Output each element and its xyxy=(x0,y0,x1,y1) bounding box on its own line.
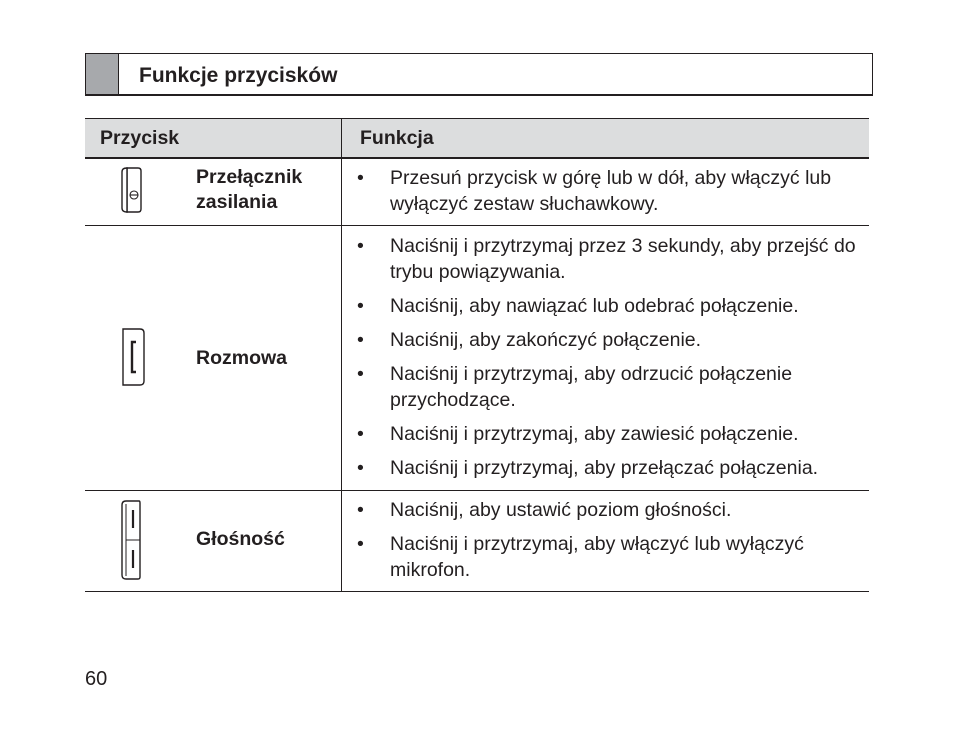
function-list xyxy=(342,165,869,217)
power-switch-icon xyxy=(121,167,143,213)
function-item: • Naciśnij, aby zakończyć połączenie. xyxy=(342,327,869,353)
table-row xyxy=(85,226,869,491)
column-header-function: Funkcja xyxy=(342,119,870,159)
section-header xyxy=(85,53,873,96)
function-item: • Naciśnij i przytrzymaj, aby zawiesić połączenie. xyxy=(342,421,869,447)
button-label-call: Rozmowa xyxy=(196,347,288,369)
function-cell xyxy=(342,491,870,592)
header-marker-block xyxy=(86,54,119,94)
function-cell xyxy=(342,226,870,491)
table-row xyxy=(85,158,869,226)
function-cell xyxy=(342,158,870,226)
section-title: Funkcje przycisków xyxy=(139,64,338,87)
function-item: • Naciśnij, aby nawiązać lub odebrać połączenie. xyxy=(342,293,869,319)
page-number: 60 xyxy=(85,668,108,690)
call-button-icon xyxy=(121,328,145,386)
volume-button-icon xyxy=(121,500,141,580)
function-list xyxy=(342,233,869,481)
function-item: • Naciśnij i przytrzymaj, aby włączyć lub wyłączyć mikrofon. xyxy=(342,531,869,583)
function-item: • Przesuń przycisk w górę lub w dół, aby włączyć lub wyłączyć zestaw słuchawkowy. xyxy=(342,165,869,217)
button-label-volume: Głośność xyxy=(196,528,285,550)
table-header-row xyxy=(85,119,869,159)
button-functions-table xyxy=(85,118,869,592)
button-label-power-switch: Przełącznik zasilania xyxy=(196,166,303,213)
function-item: • Naciśnij i przytrzymaj przez 3 sekundy, aby przejść do trybu powiązywania. xyxy=(342,233,869,285)
function-item: • Naciśnij i przytrzymaj, aby odrzucić połączenie przychodzące. xyxy=(342,361,869,413)
column-header-button: Przycisk xyxy=(85,119,342,159)
button-cell xyxy=(85,158,342,226)
function-item: • Naciśnij i przytrzymaj, aby przełączać połączenia. xyxy=(342,455,869,481)
button-cell xyxy=(85,226,342,491)
table-row xyxy=(85,491,869,592)
function-item: • Naciśnij, aby ustawić poziom głośności. xyxy=(342,497,869,523)
function-list xyxy=(342,497,869,583)
button-cell xyxy=(85,491,342,592)
